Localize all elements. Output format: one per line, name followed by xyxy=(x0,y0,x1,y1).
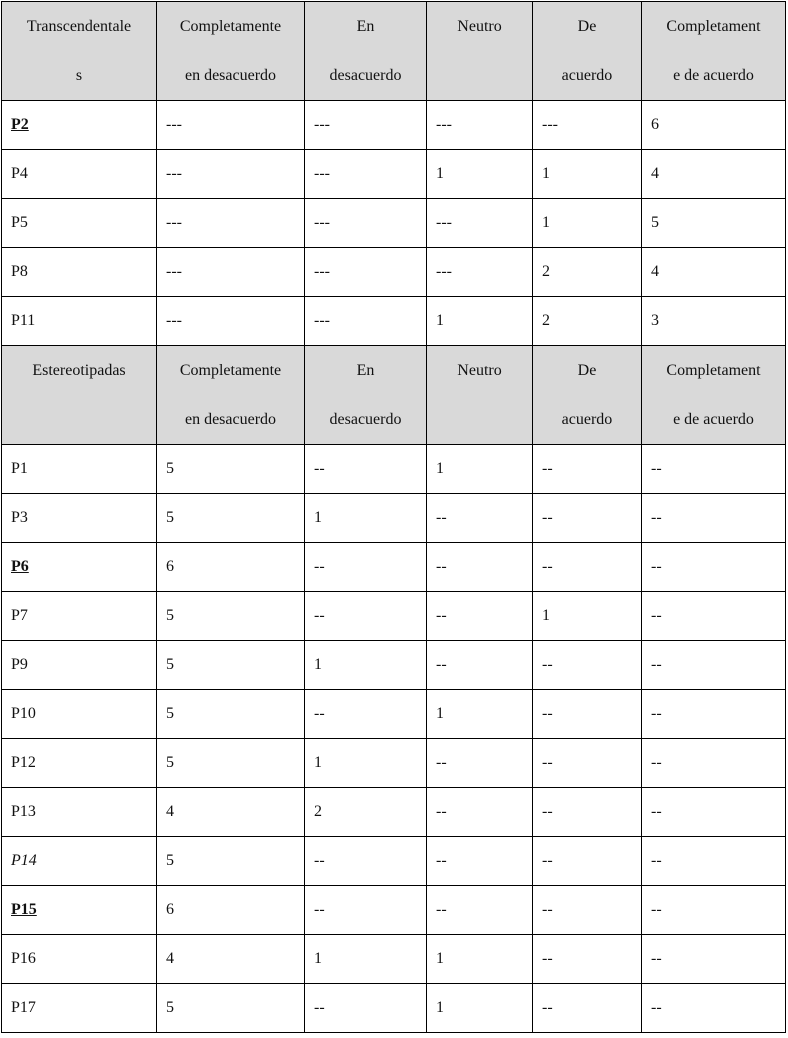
header-text-line: Neutro xyxy=(457,362,502,379)
col-en-desacuerdo-header xyxy=(305,2,427,101)
item-label-text: P5 xyxy=(11,214,28,231)
de-acuerdo-cell: -- xyxy=(533,739,642,788)
en-desacuerdo-cell: 1 xyxy=(305,641,427,690)
completamente-desacuerdo-cell: 5 xyxy=(157,984,305,1033)
table-row xyxy=(2,592,786,641)
neutro-cell: 1 xyxy=(427,935,533,984)
header-text-line: acuerdo xyxy=(561,67,613,84)
table-row xyxy=(2,494,786,543)
neutro-cell: 1 xyxy=(427,150,533,199)
table-row xyxy=(2,886,786,935)
completamente-acuerdo-cell: -- xyxy=(642,788,786,837)
header-text-line: en desacuerdo xyxy=(184,411,277,428)
completamente-desacuerdo-cell: --- xyxy=(157,101,305,150)
en-desacuerdo-cell: --- xyxy=(305,199,427,248)
neutro-cell: --- xyxy=(427,248,533,297)
de-acuerdo-cell: 1 xyxy=(533,150,642,199)
completamente-acuerdo-cell: 4 xyxy=(642,248,786,297)
neutro-cell: -- xyxy=(427,641,533,690)
en-desacuerdo-cell: -- xyxy=(305,886,427,935)
en-desacuerdo-cell: -- xyxy=(305,543,427,592)
neutro-cell: 1 xyxy=(427,690,533,739)
table-row xyxy=(2,248,786,297)
header-text-line: Neutro xyxy=(457,18,502,35)
completamente-desacuerdo-cell: --- xyxy=(157,297,305,346)
completamente-desacuerdo-cell: 5 xyxy=(157,739,305,788)
item-label-text: P4 xyxy=(11,165,28,182)
completamente-desacuerdo-cell: 5 xyxy=(157,592,305,641)
neutro-cell: -- xyxy=(427,837,533,886)
survey-results-table xyxy=(1,1,786,1033)
header-text-line: acuerdo xyxy=(561,411,613,428)
header-text-line: desacuerdo xyxy=(329,67,402,84)
header-text-line: De xyxy=(577,362,597,379)
completamente-acuerdo-cell: -- xyxy=(642,592,786,641)
de-acuerdo-cell: -- xyxy=(533,788,642,837)
header-text-line: Transcendentale xyxy=(26,18,132,35)
completamente-desacuerdo-cell: 5 xyxy=(157,690,305,739)
col-completamente-desacuerdo-header xyxy=(157,346,305,445)
item-label xyxy=(2,935,157,984)
col-neutro-header xyxy=(427,2,533,101)
col-completamente-acuerdo-header xyxy=(642,346,786,445)
neutro-cell: -- xyxy=(427,494,533,543)
item-label xyxy=(2,886,157,935)
en-desacuerdo-cell: --- xyxy=(305,101,427,150)
table-row xyxy=(2,984,786,1033)
item-label xyxy=(2,248,157,297)
completamente-desacuerdo-cell: 4 xyxy=(157,788,305,837)
table-row xyxy=(2,297,786,346)
header-text-line: Completamente xyxy=(179,362,282,379)
completamente-desacuerdo-cell: --- xyxy=(157,150,305,199)
de-acuerdo-cell: 1 xyxy=(533,199,642,248)
de-acuerdo-cell: -- xyxy=(533,984,642,1033)
item-label xyxy=(2,788,157,837)
completamente-desacuerdo-cell: 5 xyxy=(157,445,305,494)
de-acuerdo-cell: -- xyxy=(533,935,642,984)
completamente-desacuerdo-cell: 6 xyxy=(157,886,305,935)
table-row xyxy=(2,837,786,886)
en-desacuerdo-cell: -- xyxy=(305,984,427,1033)
neutro-cell: -- xyxy=(427,543,533,592)
en-desacuerdo-cell: --- xyxy=(305,150,427,199)
en-desacuerdo-cell: --- xyxy=(305,297,427,346)
item-label xyxy=(2,199,157,248)
completamente-desacuerdo-cell: --- xyxy=(157,199,305,248)
table-row xyxy=(2,101,786,150)
header-text-line: Completament xyxy=(666,362,761,379)
completamente-acuerdo-cell: -- xyxy=(642,935,786,984)
header-text-line: Estereotipadas xyxy=(32,362,126,379)
item-label-text: P3 xyxy=(11,509,28,526)
table-row xyxy=(2,199,786,248)
table-body xyxy=(2,2,786,1033)
item-label xyxy=(2,690,157,739)
item-label-text: P14 xyxy=(11,852,37,869)
table-row xyxy=(2,690,786,739)
header-text-line: Completamente xyxy=(179,18,282,35)
item-label-text: P10 xyxy=(11,705,36,722)
item-label-text: P6 xyxy=(11,558,29,575)
header-row xyxy=(2,346,786,445)
completamente-acuerdo-cell: 3 xyxy=(642,297,786,346)
neutro-cell: 1 xyxy=(427,984,533,1033)
en-desacuerdo-cell: 1 xyxy=(305,494,427,543)
item-label-text: P15 xyxy=(11,901,37,918)
table-row xyxy=(2,641,786,690)
completamente-acuerdo-cell: -- xyxy=(642,690,786,739)
header-text-line: En xyxy=(356,18,375,35)
neutro-cell: 1 xyxy=(427,297,533,346)
de-acuerdo-cell: 1 xyxy=(533,592,642,641)
header-text-line: De xyxy=(577,18,597,35)
en-desacuerdo-cell: 1 xyxy=(305,739,427,788)
item-label-text: P7 xyxy=(11,607,28,624)
completamente-desacuerdo-cell: 6 xyxy=(157,543,305,592)
completamente-acuerdo-cell: 4 xyxy=(642,150,786,199)
col-en-desacuerdo-header xyxy=(305,346,427,445)
item-label-text: P8 xyxy=(11,263,28,280)
item-label-text: P13 xyxy=(11,803,36,820)
header-text-line: desacuerdo xyxy=(329,411,402,428)
de-acuerdo-cell: -- xyxy=(533,886,642,935)
completamente-acuerdo-cell: -- xyxy=(642,739,786,788)
en-desacuerdo-cell: 1 xyxy=(305,935,427,984)
completamente-desacuerdo-cell: 5 xyxy=(157,641,305,690)
category-header xyxy=(2,346,157,445)
completamente-acuerdo-cell: -- xyxy=(642,641,786,690)
header-text-line: en desacuerdo xyxy=(184,67,277,84)
en-desacuerdo-cell: --- xyxy=(305,248,427,297)
completamente-acuerdo-cell: -- xyxy=(642,445,786,494)
item-label xyxy=(2,837,157,886)
col-de-acuerdo-header xyxy=(533,2,642,101)
item-label-text: P17 xyxy=(11,999,36,1016)
de-acuerdo-cell: -- xyxy=(533,445,642,494)
en-desacuerdo-cell: 2 xyxy=(305,788,427,837)
completamente-desacuerdo-cell: 5 xyxy=(157,494,305,543)
de-acuerdo-cell: 2 xyxy=(533,248,642,297)
header-text-line: s xyxy=(75,67,83,84)
col-completamente-acuerdo-header xyxy=(642,2,786,101)
de-acuerdo-cell: -- xyxy=(533,543,642,592)
en-desacuerdo-cell: -- xyxy=(305,445,427,494)
completamente-acuerdo-cell: -- xyxy=(642,494,786,543)
col-neutro-header xyxy=(427,346,533,445)
completamente-desacuerdo-cell: 4 xyxy=(157,935,305,984)
item-label xyxy=(2,641,157,690)
header-text-line: En xyxy=(356,362,375,379)
item-label xyxy=(2,297,157,346)
item-label-text: P11 xyxy=(11,312,36,329)
header-text-line: e de acuerdo xyxy=(673,67,754,84)
neutro-cell: --- xyxy=(427,199,533,248)
col-completamente-desacuerdo-header xyxy=(157,2,305,101)
item-label-text: P16 xyxy=(11,950,36,967)
de-acuerdo-cell: -- xyxy=(533,494,642,543)
table-row xyxy=(2,445,786,494)
header-text-line: Completament xyxy=(666,18,761,35)
item-label xyxy=(2,101,157,150)
en-desacuerdo-cell: -- xyxy=(305,690,427,739)
neutro-cell: -- xyxy=(427,739,533,788)
en-desacuerdo-cell: -- xyxy=(305,592,427,641)
item-label-text: P1 xyxy=(11,460,28,477)
header-row xyxy=(2,2,786,101)
de-acuerdo-cell: -- xyxy=(533,641,642,690)
completamente-acuerdo-cell: -- xyxy=(642,837,786,886)
neutro-cell: --- xyxy=(427,101,533,150)
completamente-desacuerdo-cell: 5 xyxy=(157,837,305,886)
table-row xyxy=(2,150,786,199)
item-label xyxy=(2,494,157,543)
de-acuerdo-cell: -- xyxy=(533,690,642,739)
col-de-acuerdo-header xyxy=(533,346,642,445)
neutro-cell: -- xyxy=(427,592,533,641)
table-row xyxy=(2,739,786,788)
neutro-cell: -- xyxy=(427,788,533,837)
item-label xyxy=(2,739,157,788)
table-row xyxy=(2,543,786,592)
item-label xyxy=(2,543,157,592)
item-label xyxy=(2,150,157,199)
neutro-cell: -- xyxy=(427,886,533,935)
completamente-acuerdo-cell: -- xyxy=(642,543,786,592)
completamente-acuerdo-cell: 5 xyxy=(642,199,786,248)
item-label-text: P9 xyxy=(11,656,28,673)
item-label xyxy=(2,445,157,494)
en-desacuerdo-cell: -- xyxy=(305,837,427,886)
completamente-acuerdo-cell: 6 xyxy=(642,101,786,150)
item-label xyxy=(2,984,157,1033)
de-acuerdo-cell: -- xyxy=(533,837,642,886)
table-row xyxy=(2,935,786,984)
header-text-line: e de acuerdo xyxy=(673,411,754,428)
item-label-text: P2 xyxy=(11,116,29,133)
table-row xyxy=(2,788,786,837)
completamente-acuerdo-cell: -- xyxy=(642,984,786,1033)
item-label xyxy=(2,592,157,641)
category-header xyxy=(2,2,157,101)
de-acuerdo-cell: --- xyxy=(533,101,642,150)
completamente-desacuerdo-cell: --- xyxy=(157,248,305,297)
item-label-text: P12 xyxy=(11,754,36,771)
de-acuerdo-cell: 2 xyxy=(533,297,642,346)
neutro-cell: 1 xyxy=(427,445,533,494)
completamente-acuerdo-cell: -- xyxy=(642,886,786,935)
